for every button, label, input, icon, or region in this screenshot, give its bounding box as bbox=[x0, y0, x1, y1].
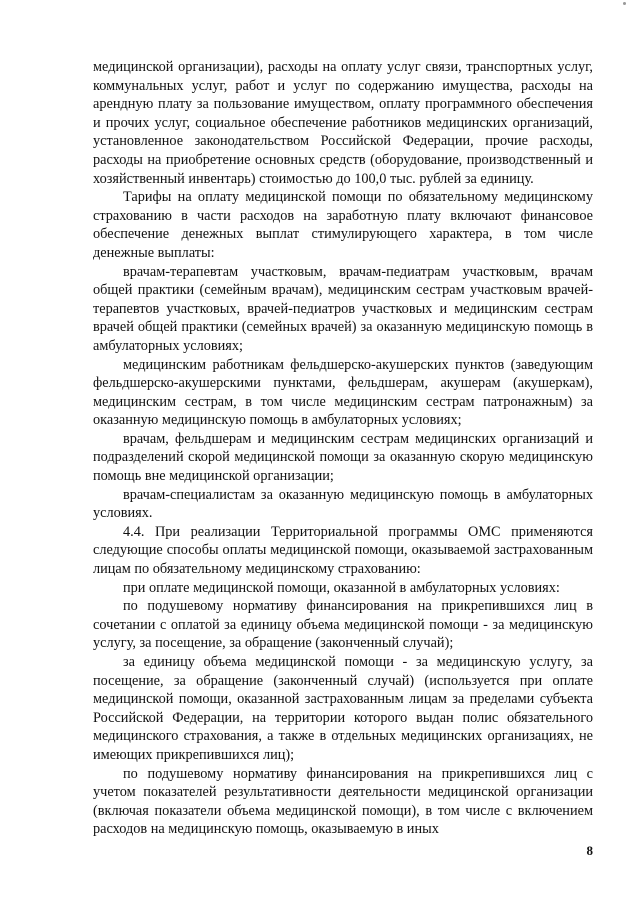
page-number: 8 bbox=[586, 843, 593, 858]
document-body bbox=[93, 58, 593, 839]
paragraph-specialists: врачам-специалистам за оказанную медицинскую помощь в амбулаторных условиях. bbox=[93, 486, 593, 522]
paragraph-feldsher-stations: медицинским работникам фельдшерско-акушерских пунктов (заведующим фельдшерско-акушерскими пунктами, фельдшерам, акушерам (акушеркам), медицинским сестрам, в том числе медицинским сестрам патронажным) за оказанную медицинскую помощь в амбулаторных условиях; bbox=[93, 356, 593, 429]
paragraph-per-unit-volume: за единицу объема медицинской помощи - за медицинскую услугу, за посещение, за обращение (законченный случай) (используется при оплате медицинской помощи, оказанной застрахованным лицам за пределами субъекта Российской Федерации, на территории которого выдан полис обязательного медицинского страхования, а также в отдельных медицинских организациях, не имеющих прикрепившихся лиц); bbox=[93, 654, 593, 763]
paragraph-tariffs-incentives: Тарифы на оплату медицинской помощи по обязательному медицинскому страхованию в части расходов на заработную плату включают финансовое обеспечение денежных выплат стимулирующего характера, в том числе денежные выплаты: bbox=[93, 189, 593, 261]
scan-dot-mark bbox=[623, 2, 626, 5]
paragraph-expenses-continuation: медицинской организации), расходы на оплату услуг связи, транспортных услуг, коммунальных услуг, работ и услуг по содержанию имущества, расходы на арендную плату за пользование имуществом, оплату программного обеспечения и прочих услуг, социальное обеспечение работников медицинских организаций, установленное законодательством Российской Федерации, прочие расходы, расходы на приобретение основных средств (оборудование, производственный и хозяйственный инвентарь) стоимостью до 100,0 тыс. рублей за единицу. bbox=[93, 59, 593, 187]
paragraph-section-4-4: 4.4. При реализации Территориальной программы ОМС применяются следующие способы оплаты медицинской помощи, оказываемой застрахованным лицам по обязательному медицинскому страхованию: bbox=[93, 523, 593, 578]
paragraph-ambulance-staff: врачам, фельдшерам и медицинским сестрам медицинских организаций и подразделений скорой медицинской помощи за оказанную скорую медицинскую помощь вне медицинской организации; bbox=[93, 430, 593, 485]
paragraph-district-physicians: врачам-терапевтам участковым, врачам-педиатрам участковым, врачам общей практики (семейным врачам), медицинским сестрам участковым врачей-терапевтов участковых, врачей-педиатров участковых и медицинским сестрам врачей общей практики (семейных врачей) за оказанную медицинскую помощь в амбулаторных условиях; bbox=[93, 263, 593, 354]
paragraph-per-capita-combined: по подушевому нормативу финансирования на прикрепившихся лиц в сочетании с оплатой за единицу объема медицинской помощи - за медицинскую услугу, за посещение, за обращение (законченный случай); bbox=[93, 598, 593, 652]
paragraph-per-capita-performance: по подушевому нормативу финансирования на прикрепившихся лиц с учетом показателей результативности деятельности медицинской организации (включая показатели объема медицинской помощи), в том числе с включением расходов на медицинскую помощь, оказываемую в иных bbox=[93, 765, 593, 838]
paragraph-outpatient-payment: при оплате медицинской помощи, оказанной в амбулаторных условиях: bbox=[123, 579, 560, 596]
